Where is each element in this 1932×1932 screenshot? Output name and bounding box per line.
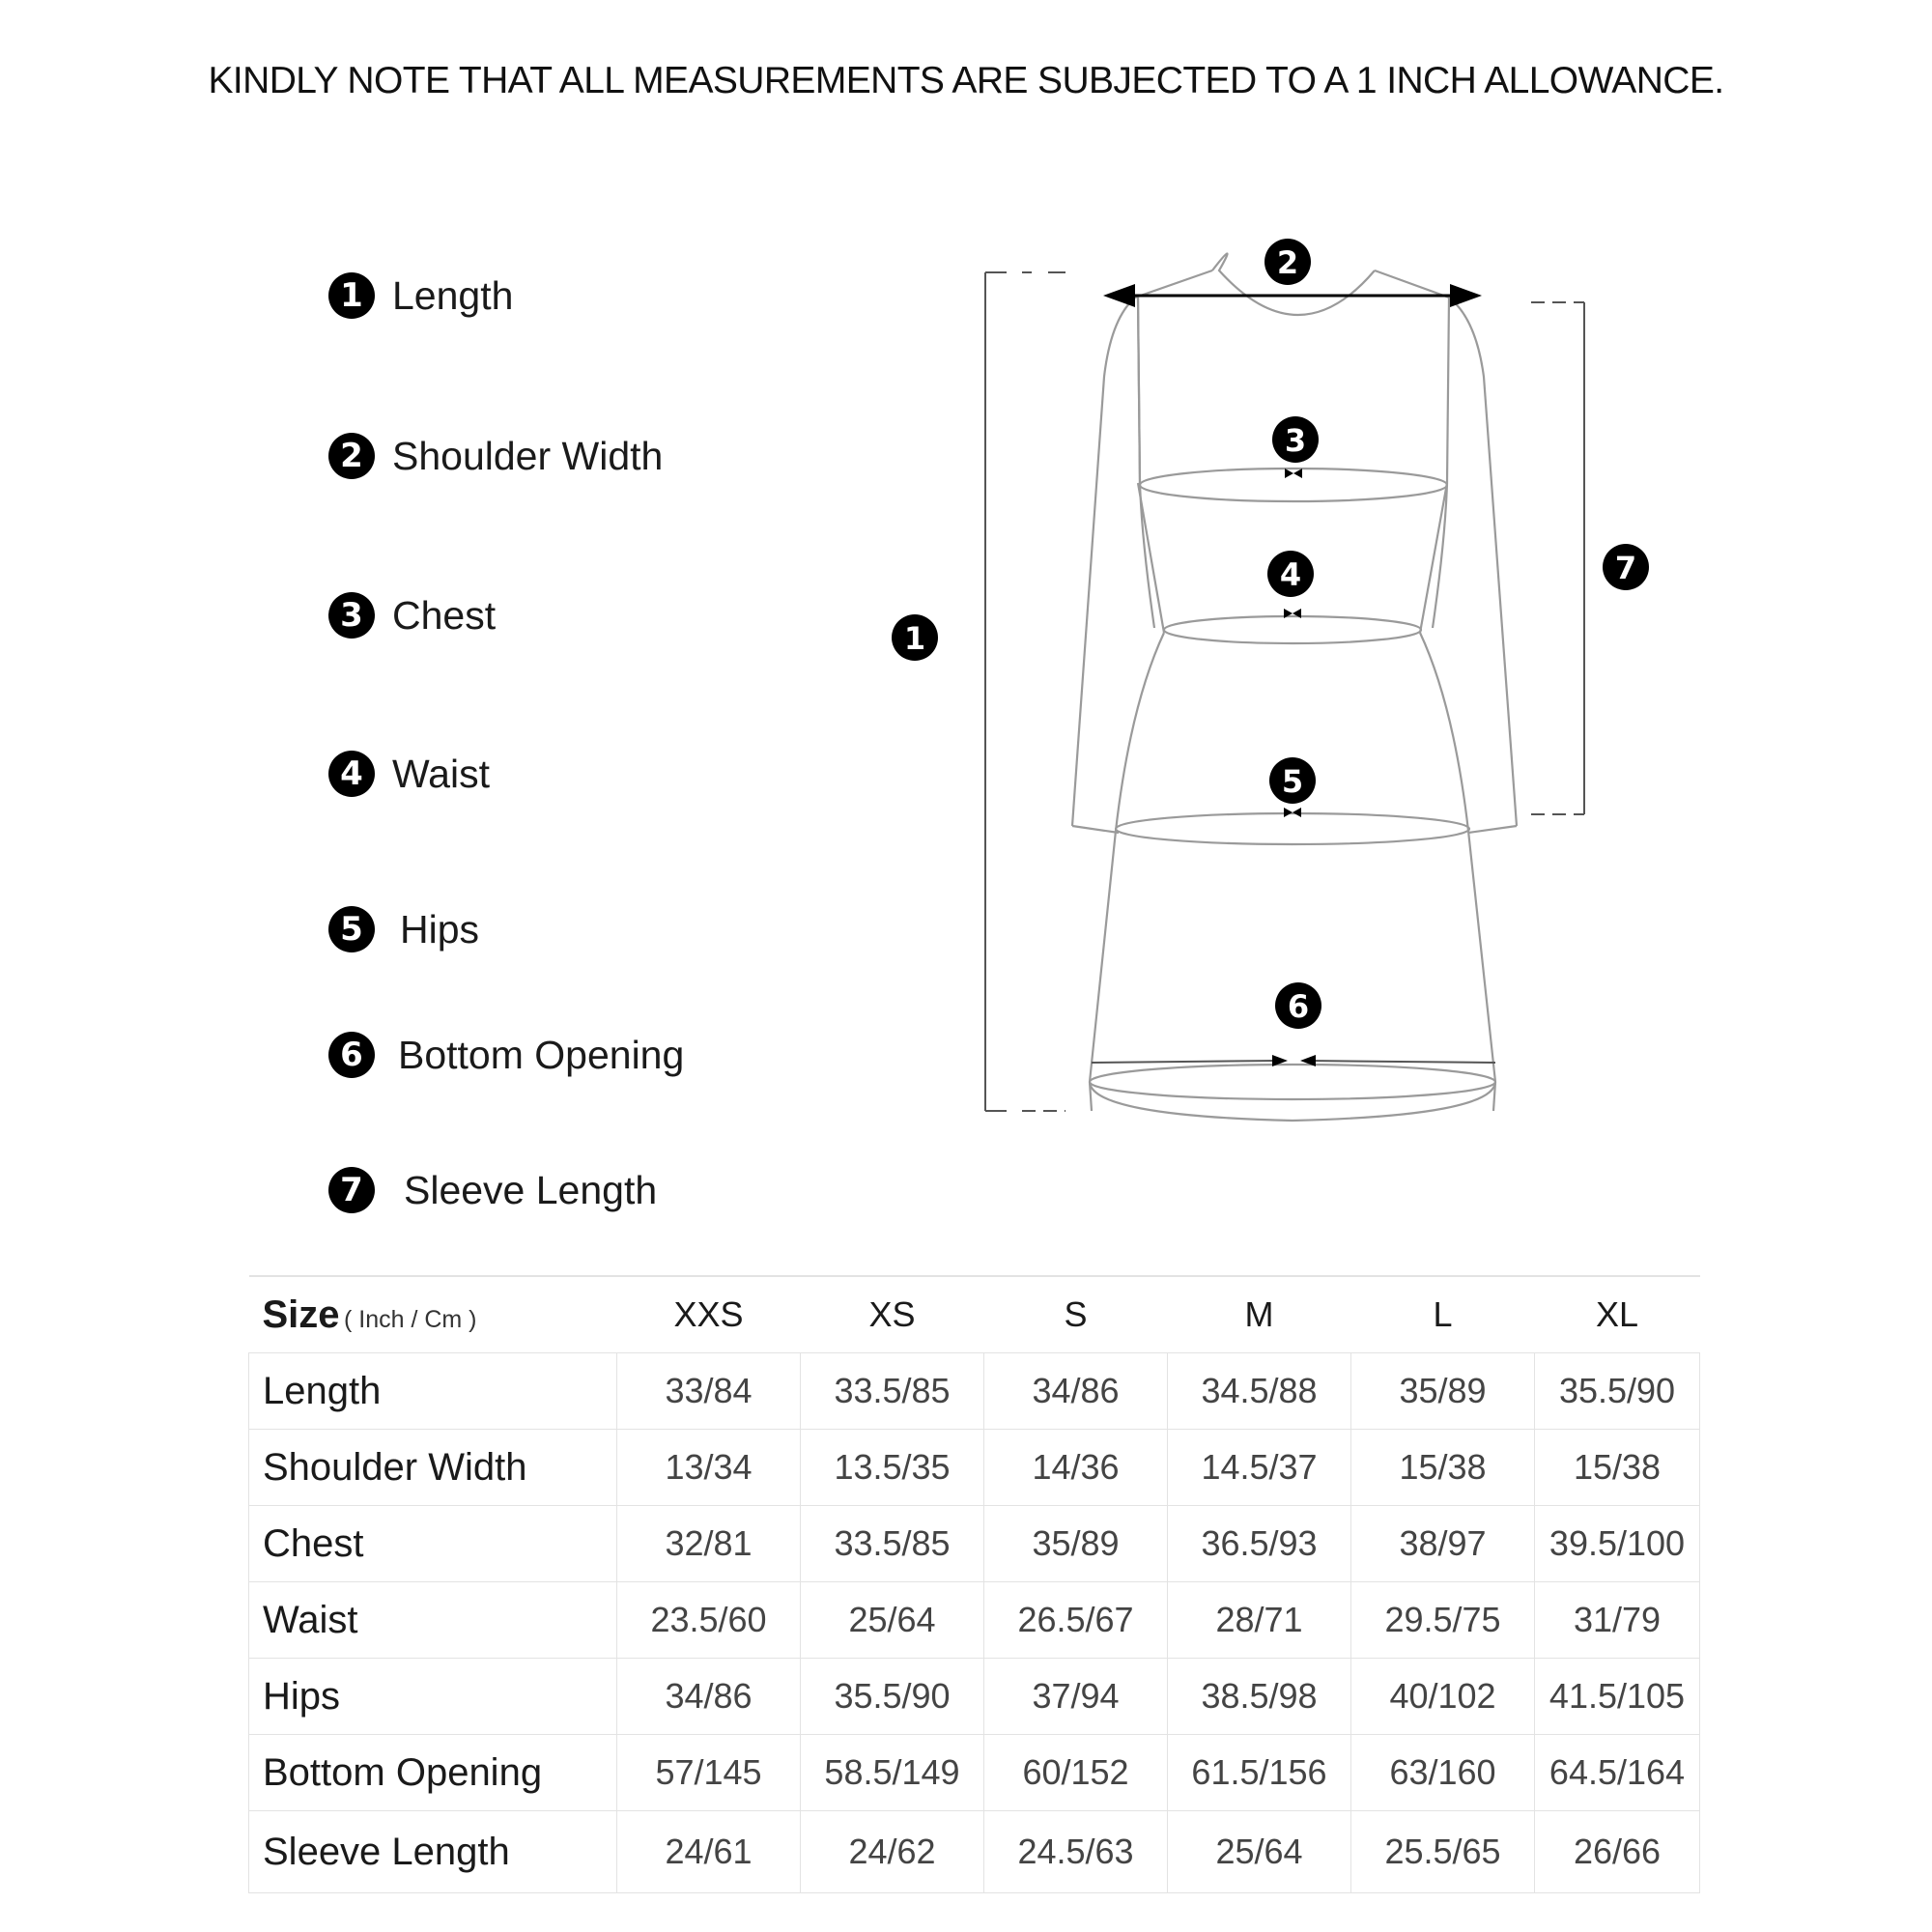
number-badge: 6	[328, 1032, 375, 1078]
skirt-right	[1420, 633, 1495, 1111]
column-header: S	[984, 1276, 1168, 1353]
table-cell: 36.5/93	[1168, 1506, 1351, 1582]
number-badge: 7	[328, 1167, 375, 1213]
marker-length	[892, 614, 938, 661]
sleeve-bracket	[1531, 302, 1584, 814]
number-badge: 5	[328, 906, 375, 952]
chest-ellipse	[1140, 469, 1447, 501]
table-cell: 14/36	[984, 1430, 1168, 1506]
legend-label: Bottom Opening	[398, 1032, 685, 1077]
size-header	[249, 1276, 617, 1353]
legend-label: Hips	[400, 906, 480, 952]
right-sleeve-outer	[1375, 270, 1517, 826]
table-cell: 60/152	[984, 1735, 1168, 1811]
table-cell: 35/89	[1351, 1353, 1535, 1430]
size-label: Size	[262, 1293, 340, 1336]
shoulder-arrow	[1103, 284, 1482, 307]
table-cell: 58.5/149	[801, 1735, 984, 1811]
table-cell: 33/84	[617, 1353, 801, 1430]
bodice-right-lower	[1420, 483, 1447, 633]
table-cell: 38.5/98	[1168, 1659, 1351, 1735]
column-header: XL	[1535, 1276, 1700, 1353]
hem-ellipse	[1090, 1065, 1495, 1099]
table-header-row	[249, 1276, 1700, 1353]
table-cell: 13/34	[617, 1430, 801, 1506]
column-header: M	[1168, 1276, 1351, 1353]
table-row	[249, 1430, 1700, 1506]
column-header: XS	[801, 1276, 984, 1353]
table-cell: 24/62	[801, 1811, 984, 1893]
waist-ellipse	[1164, 616, 1421, 643]
table-cell: 61.5/156	[1168, 1735, 1351, 1811]
table-cell: 25/64	[801, 1582, 984, 1659]
table-cell: 26.5/67	[984, 1582, 1168, 1659]
right-cuff	[1468, 826, 1517, 833]
row-label: Sleeve Length	[249, 1811, 617, 1893]
table-cell: 29.5/75	[1351, 1582, 1535, 1659]
number-badge: 3	[328, 592, 375, 639]
table-cell: 64.5/164	[1535, 1735, 1700, 1811]
unit-label: ( Inch / Cm )	[344, 1305, 477, 1333]
table-cell: 15/38	[1535, 1430, 1700, 1506]
right-sleeve-inner	[1433, 298, 1449, 628]
table-row	[249, 1811, 1700, 1893]
table-cell: 15/38	[1351, 1430, 1535, 1506]
marker-hips	[1269, 757, 1316, 804]
table-cell: 35.5/90	[801, 1659, 984, 1735]
legend-label: Waist	[392, 751, 490, 796]
table-cell: 28/71	[1168, 1582, 1351, 1659]
hem-bottom	[1090, 1082, 1495, 1121]
row-label: Waist	[249, 1582, 617, 1659]
table-cell: 41.5/105	[1535, 1659, 1700, 1735]
number-badge: 2	[328, 433, 375, 479]
table-cell: 24/61	[617, 1811, 801, 1893]
legend-label: Length	[392, 272, 514, 318]
table-cell: 57/145	[617, 1735, 801, 1811]
marker-bottom-opening	[1275, 982, 1321, 1029]
column-header: L	[1351, 1276, 1535, 1353]
size-chart-table	[248, 1275, 1700, 1893]
table-row	[249, 1659, 1700, 1735]
number-badge: 1	[328, 272, 375, 319]
skirt-left	[1090, 633, 1164, 1111]
svg-text:1: 1	[903, 620, 926, 657]
bodice-left	[1138, 298, 1140, 483]
legend-label: Shoulder Width	[392, 433, 664, 478]
marker-waist	[1267, 551, 1314, 597]
length-bracket	[985, 272, 1065, 1111]
row-label: Bottom Opening	[249, 1735, 617, 1811]
left-sleeve-outer	[1072, 270, 1212, 826]
table-row	[249, 1506, 1700, 1582]
table-cell: 25/64	[1168, 1811, 1351, 1893]
table-cell: 23.5/60	[617, 1582, 801, 1659]
diagram-markers	[892, 239, 1649, 1029]
number-badge: 4	[328, 751, 375, 797]
table-cell: 14.5/37	[1168, 1430, 1351, 1506]
svg-text:2: 2	[1276, 244, 1299, 281]
table-row	[249, 1353, 1700, 1430]
marker-chest	[1272, 416, 1319, 463]
table-cell: 40/102	[1351, 1659, 1535, 1735]
table-cell: 35/89	[984, 1506, 1168, 1582]
column-header: XXS	[617, 1276, 801, 1353]
marker-shoulder	[1264, 239, 1311, 285]
table-cell: 33.5/85	[801, 1353, 984, 1430]
table-cell: 32/81	[617, 1506, 801, 1582]
svg-text:6: 6	[1287, 988, 1310, 1025]
left-cuff	[1072, 826, 1119, 833]
hips-ellipse	[1116, 813, 1469, 844]
table-cell: 39.5/100	[1535, 1506, 1700, 1582]
row-label: Hips	[249, 1659, 617, 1735]
legend-label: Sleeve Length	[404, 1167, 658, 1212]
allowance-notice: KINDLY NOTE THAT ALL MEASUREMENTS ARE SUBJECTED TO A 1 INCH ALLOWANCE.	[208, 60, 1724, 101]
table-cell: 33.5/85	[801, 1506, 984, 1582]
svg-text:3: 3	[1284, 422, 1307, 459]
legend-label: Chest	[392, 592, 497, 638]
row-label: Shoulder Width	[249, 1430, 617, 1506]
table-cell: 35.5/90	[1535, 1353, 1700, 1430]
table-cell: 13.5/35	[801, 1430, 984, 1506]
table-cell: 26/66	[1535, 1811, 1700, 1893]
svg-text:7: 7	[1614, 550, 1637, 586]
row-label: Chest	[249, 1506, 617, 1582]
row-label: Length	[249, 1353, 617, 1430]
table-cell: 31/79	[1535, 1582, 1700, 1659]
svg-text:5: 5	[1281, 763, 1304, 800]
table-cell: 24.5/63	[984, 1811, 1168, 1893]
table-cell: 34/86	[617, 1659, 801, 1735]
table-cell: 38/97	[1351, 1506, 1535, 1582]
table-cell: 34/86	[984, 1353, 1168, 1430]
table-cell: 25.5/65	[1351, 1811, 1535, 1893]
table-row	[249, 1582, 1700, 1659]
table-cell: 37/94	[984, 1659, 1168, 1735]
table-cell: 63/160	[1351, 1735, 1535, 1811]
marker-sleeve-length	[1603, 544, 1649, 590]
table-cell: 34.5/88	[1168, 1353, 1351, 1430]
table-row	[249, 1735, 1700, 1811]
svg-text:4: 4	[1279, 556, 1302, 593]
